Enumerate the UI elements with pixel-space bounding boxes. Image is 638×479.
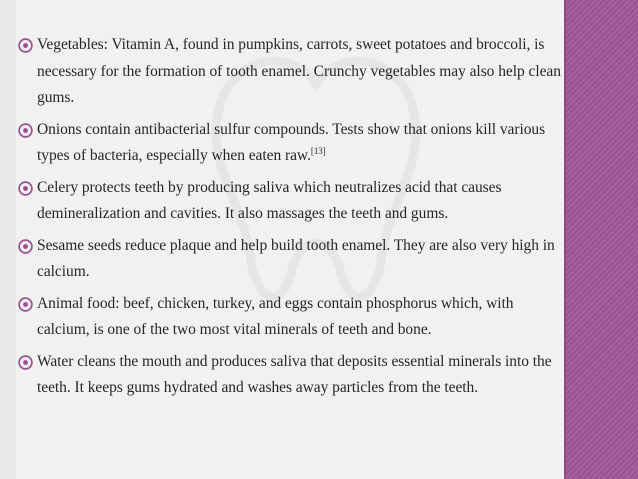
target-bullet-icon xyxy=(18,297,33,312)
bullet-text: Vegetables: Vitamin A, found in pumpkins, carrots, sweet potatoes and broccoli, is necessary for the formation of tooth enamel. Crunchy vegetables may also help clean gums. xyxy=(37,36,561,106)
list-item xyxy=(18,175,563,228)
decorative-sidebar xyxy=(566,0,638,479)
target-bullet-icon xyxy=(18,181,33,196)
target-bullet-icon xyxy=(18,123,33,138)
target-bullet-icon xyxy=(18,239,33,254)
bullet-text: Animal food: beef, chicken, turkey, and eggs contain phosphorus which, with calcium, is one of the two most vital minerals of teeth and bone. xyxy=(37,294,514,338)
target-bullet-icon xyxy=(18,355,33,370)
bullet-text: Onions contain antibacterial sulfur compounds. Tests show that onions kill various types of bacteria, especially when eaten raw.[13] xyxy=(37,120,546,164)
list-item xyxy=(18,117,563,170)
list-item xyxy=(18,291,563,344)
list-item xyxy=(18,349,563,402)
bullet-text: Celery protects teeth by producing saliva which neutralizes acid that causes demineralization and cavities. It also massages the teeth and gums. xyxy=(37,178,502,222)
citation-superscript[interactable]: [13] xyxy=(310,145,326,156)
bullet-text: Sesame seeds reduce plaque and help build tooth enamel. They are also very high in calcium. xyxy=(37,236,555,280)
bullet-list xyxy=(18,32,563,407)
bullet-text: Water cleans the mouth and produces saliva that deposits essential minerals into the teeth. It keeps gums hydrated and washes away particles from the teeth. xyxy=(37,352,552,396)
list-item xyxy=(18,32,563,112)
target-bullet-icon xyxy=(18,38,33,53)
list-item xyxy=(18,233,563,286)
